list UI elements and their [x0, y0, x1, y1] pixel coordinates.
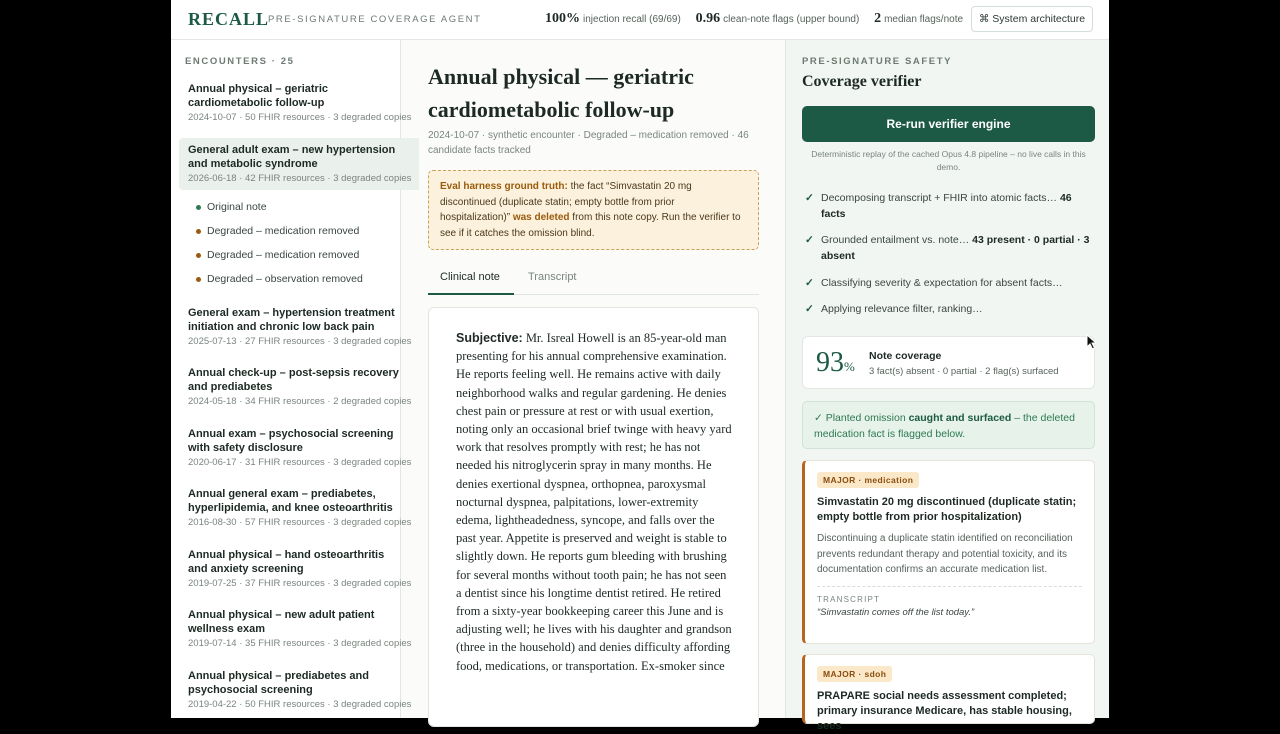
- pipeline-step: [805, 190, 1095, 222]
- encounter-title: Annual check-up – post-sepsis recovery and prediabetes: [188, 367, 399, 393]
- step-text: Grounded entailment vs. note…: [821, 234, 973, 246]
- truth-text: from this note copy. Run the verifier to see if it catches the omission blind.: [440, 212, 741, 239]
- variant-label: Degraded – medication removed: [207, 249, 360, 261]
- truth-lead: Eval harness ground truth:: [440, 181, 568, 192]
- stat-label: median flags/note: [884, 14, 964, 25]
- encounter-subtitle: 2024-10-07 · synthetic encounter · Degraded – medication removed · 46 candidate facts tracked: [428, 130, 749, 156]
- step-text: Applying relevance filter, ranking…: [821, 303, 983, 315]
- active-tab-indicator: [428, 293, 514, 295]
- encounter-sidebar: [171, 40, 412, 718]
- encounter-item[interactable]: [179, 487, 419, 528]
- clinical-note-card: [428, 307, 759, 727]
- caught-bold: caught and surfaced: [908, 412, 1012, 424]
- encounter-meta: 2019-07-14 · 35 FHIR resources · 3 degraded copies: [188, 638, 412, 649]
- rerun-verifier-button[interactable]: Re-run verifier engine: [802, 106, 1095, 142]
- severity-badge: MAJOR · medication: [817, 472, 919, 488]
- encounter-item[interactable]: [179, 82, 419, 123]
- encounter-meta: 2020-06-17 · 31 FHIR resources · 3 degraded copies: [188, 457, 412, 468]
- variant-degraded[interactable]: [196, 225, 359, 237]
- encounter-title: General exam – hypertension treatment initiation and chronic low back pain: [188, 307, 395, 333]
- ground-truth-banner: [428, 170, 759, 250]
- finding-quote: “Simvastatin comes off the list today.”: [817, 606, 975, 618]
- step-result: 43 present · 0 partial · 3 absent: [821, 234, 1090, 262]
- encounter-title: Annual general exam – prediabetes, hyperlipidemia, and knee osteoarthritis: [188, 488, 393, 514]
- variant-degraded[interactable]: [196, 273, 363, 285]
- encounter-item[interactable]: [179, 608, 419, 649]
- brand-logo[interactable]: RECALL: [188, 9, 270, 29]
- truth-text: the fact “Simvastatin 20 mg discontinued (duplicate statin; empty bottle from prior hospitalization)”: [440, 181, 692, 223]
- variant-degraded[interactable]: [196, 249, 359, 261]
- coverage-value: 93: [816, 347, 844, 378]
- variant-label: Original note: [207, 201, 267, 213]
- encounter-meta: 2024-05-18 · 34 FHIR resources · 2 degraded copies: [188, 396, 412, 407]
- variant-label: Degraded – medication removed: [207, 225, 360, 237]
- divider: [817, 586, 1082, 587]
- finding-body: Discontinuing a duplicate statin identified on reconciliation prevents redundant therapy and potential toxicity, and its documentation confirms an accurate medication list.: [817, 533, 1073, 575]
- finding-card[interactable]: [802, 460, 1095, 644]
- stat-value: 0.96: [695, 11, 721, 26]
- stat-value: 2: [874, 11, 882, 26]
- coverage-unit: %: [844, 359, 855, 374]
- encounter-meta: 2019-04-22 · 50 FHIR resources · 3 degraded copies: [188, 699, 412, 710]
- note-body: Mr. Isreal Howell is an 85-year-old man presenting for his annual comprehensive examination. He reports feeling well. He remains active with daily neighborhood walks and regular gardening. He denies chest pain or pressure at rest or with usual exertion, noting only an occasional brief twinge with heavy yard work that resolves promptly with rest; he has not needed his nitroglycerin spray in many months. He denies exertional dyspnea, orthopnea, paroxysmal nocturnal dyspnea, palpitations, lower-extremity edema, lightheadedness, syncope, and falls over the past year. Appetite is preserved and weight is stable to slightly down. He reports gum bleeding with brushing for several months without tooth pain; he has not seen a dentist since his longtime dentist retired. He retired from a sixty-year bookkeeping career this June and is adjusting well; he lives with his daughter and grandson (three in the household) and denies difficulty affording food, medications, or transportation. Ex-smoker since: [456, 331, 732, 673]
- encounter-meta: 2026-06-18 · 42 FHIR resources · 3 degraded copies: [188, 173, 412, 184]
- tab-transcript[interactable]: Transcript: [528, 271, 577, 283]
- stat-value: 100%: [545, 11, 580, 26]
- check-icon: ✓: [805, 192, 814, 204]
- encounter-meta: 2024-10-07 · 50 FHIR resources · 3 degraded copies: [188, 112, 412, 123]
- stat-label: injection recall (69/69): [583, 14, 681, 25]
- encounter-item[interactable]: [179, 306, 419, 347]
- finding-card[interactable]: [802, 654, 1095, 732]
- panel-title: Coverage verifier: [802, 73, 922, 90]
- encounter-title: Annual exam – psychosocial screening with safety disclosure: [188, 428, 394, 454]
- coverage-detail: 3 fact(s) absent · 0 partial · 2 flag(s) surfaced: [869, 366, 1059, 377]
- encounter-item[interactable]: [179, 427, 419, 468]
- rerun-note: Deterministic replay of the cached Opus 4.8 pipeline – no live calls in this demo.: [811, 149, 1086, 172]
- mouse-cursor-icon: [1086, 334, 1098, 350]
- status-dot: [196, 277, 201, 282]
- pipeline-step: [805, 301, 1095, 317]
- finding-title: PRAPARE social needs assessment completed; primary insurance Medicare, has stable housing, sees: [817, 690, 1072, 732]
- encounter-title: Annual physical – new adult patient wellness exam: [188, 609, 375, 635]
- step-result: 46 facts: [821, 192, 1072, 220]
- encounter-title: Annual physical – geriatric cardiometabolic follow-up: [188, 83, 328, 109]
- tab-clinical-note[interactable]: Clinical note: [440, 271, 500, 283]
- encounter-title: Annual physical – prediabetes and psychosocial screening: [188, 670, 369, 696]
- status-dot: [196, 253, 201, 258]
- pipeline-step: [805, 232, 1095, 264]
- encounter-meta: 2019-07-25 · 37 FHIR resources · 3 degraded copies: [188, 578, 412, 589]
- panel-kicker: PRE-SIGNATURE SAFETY: [802, 56, 953, 67]
- stat-label: clean-note flags (upper bound): [723, 14, 860, 25]
- encounter-meta: 2016-08-30 · 57 FHIR resources · 3 degraded copies: [188, 517, 412, 528]
- step-text: Classifying severity & expectation for absent facts…: [821, 277, 1063, 289]
- encounter-meta: 2025-07-13 · 27 FHIR resources · 3 degraded copies: [188, 336, 412, 347]
- variant-original-note[interactable]: [196, 201, 267, 213]
- caught-post: – the deleted medication fact is flagged below.: [814, 412, 1075, 440]
- severity-badge: MAJOR · sdoh: [817, 666, 892, 682]
- check-icon: ✓: [805, 234, 814, 246]
- encounters-heading: ENCOUNTERS · 25: [185, 56, 295, 67]
- verifier-panel: [785, 40, 1109, 732]
- finding-title: Simvastatin 20 mg discontinued (duplicate statin; empty bottle from prior hospitalization): [817, 496, 1077, 523]
- truth-emphasis: was deleted: [512, 212, 570, 223]
- main-content: [402, 40, 785, 718]
- coverage-label: Note coverage: [869, 350, 942, 362]
- variant-label: Degraded – observation removed: [207, 273, 363, 285]
- encounter-title: General adult exam – new hypertension and metabolic syndrome: [188, 144, 396, 170]
- top-bar: [171, 0, 1109, 40]
- coverage-percent: [816, 347, 855, 379]
- note-section-label: Subjective:: [456, 331, 523, 345]
- page-title: Annual physical — geriatric cardiometabolic follow-up: [428, 64, 694, 122]
- status-dot: [196, 229, 201, 234]
- stats-bar: [545, 11, 975, 27]
- note-coverage-card: [802, 336, 1095, 389]
- encounter-item[interactable]: [179, 548, 419, 589]
- caught-pre: ✓ Planted omission: [814, 412, 909, 424]
- stat-clean-note-flags: [696, 11, 860, 27]
- stat-median-flags: [874, 11, 963, 27]
- pipeline-step: [805, 275, 1095, 291]
- brand-subtitle: PRE-SIGNATURE COVERAGE AGENT: [268, 14, 482, 25]
- encounter-title: Annual physical – hand osteoarthritis and anxiety screening: [188, 549, 385, 575]
- check-icon: ✓: [805, 277, 814, 289]
- encounter-item[interactable]: [179, 366, 419, 407]
- app-window: [171, 0, 1109, 732]
- omission-caught-banner: [802, 401, 1095, 449]
- stat-injection-recall: [545, 11, 681, 27]
- note-tabs: [428, 264, 759, 295]
- encounter-item-active[interactable]: [179, 138, 419, 190]
- finding-source-label: TRANSCRIPT: [817, 594, 881, 604]
- check-icon: ✓: [805, 303, 814, 315]
- encounter-item[interactable]: [179, 669, 419, 710]
- clinical-note-text: [456, 329, 732, 675]
- status-dot: [196, 205, 201, 210]
- step-text: Decomposing transcript + FHIR into atomic facts…: [821, 192, 1060, 204]
- system-architecture-button[interactable]: ⌘ System architecture: [971, 6, 1093, 32]
